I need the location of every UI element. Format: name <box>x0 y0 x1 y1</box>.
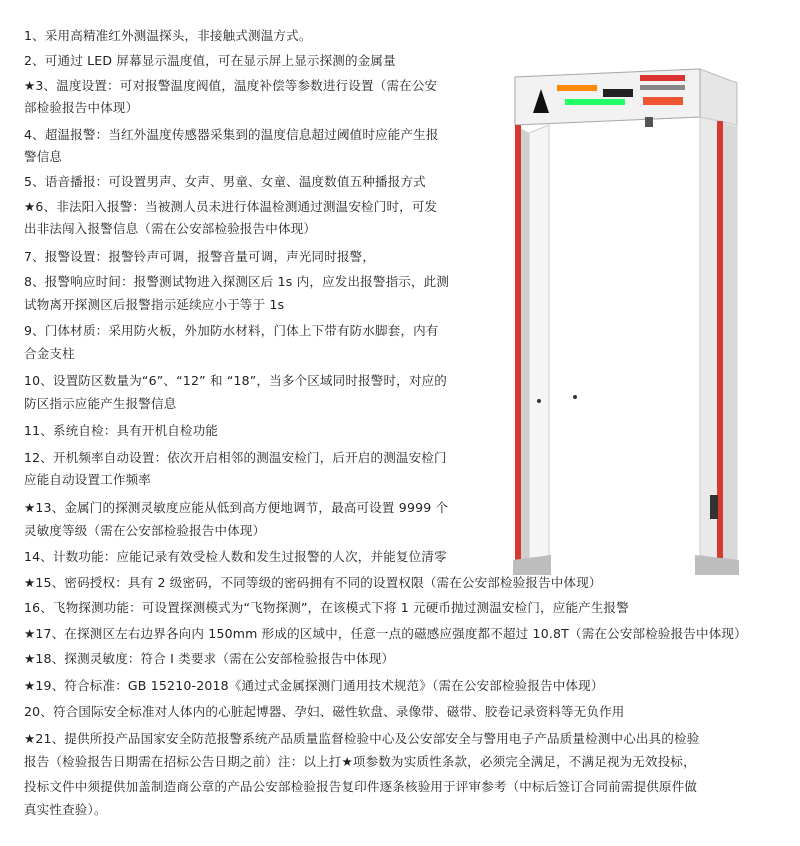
spec-line: 4、超温报警：当红外温度传感器采集到的温度信息超过阈值时应能产生报 <box>24 127 439 142</box>
spec-line: 部检验报告中体现） <box>24 100 139 115</box>
spec-line: ★3、温度设置：可对报警温度阀值，温度补偿等参数进行设置（需在公安 <box>24 78 438 93</box>
metal-detector-door-image <box>505 55 755 575</box>
spec-line: ★15、密码授权：具有 2 级密码，不同等级的密码拥有不同的设置权限（需在公安部检验报告中体现） <box>24 575 602 590</box>
spec-line: 报告（检验报告日期需在招标公告日期之前）注：以上打★项参数为实质性条款，必须完全满足，不满足视为无效投标， <box>24 754 696 769</box>
spec-line: 警信息 <box>24 149 63 164</box>
spec-line: ★13、金属门的探测灵敏度应能从低到高方便地调节，最高可设置 9999 个 <box>24 500 449 515</box>
spec-line: ★19、符合标准：GB 15210-2018《通过式金属探测门通用技术规范》（需在公安部检验报告中体现） <box>24 678 604 693</box>
spec-line: ★6、非法阳入报警：当被测人员未进行体温检测通过测温安检门时，可发 <box>24 199 438 214</box>
spec-line: 16、飞物探测功能：可设置探测模式为“飞物探测”，在该模式下将 1 元硬币抛过测温安检门，应能产生报警 <box>24 600 629 615</box>
spec-line: 11、系统自检：具有开机自检功能 <box>24 423 219 438</box>
spec-line: 防区指示应能产生报警信息 <box>24 396 177 411</box>
spec-line: ★21、提供所投产品国家安全防范报警系统产品质量监督检验中心及公安部安全与警用电子产品质量检测中心出具的检验 <box>24 731 700 746</box>
spec-line: 1、采用高精准红外测温探头，非接触式测温方式。 <box>24 28 312 43</box>
spec-line: ★17、在探测区左右边界各向内 150mm 形成的区域中，任意一点的磁感应强度都不超过 10.8T（需在公安部检验报告中体现） <box>24 626 747 641</box>
spec-line: 投标文件中须提供加盖制造商公章的产品公安部检验报告复印件逐条核验用于评审参考（中标后签订合同前需提供原件做 <box>24 779 698 794</box>
spec-line: 8、报警响应时间：报警测试物进入探测区后 1s 内，应发出报警指示，此测 <box>24 274 450 289</box>
spec-line: 合金支柱 <box>24 346 75 361</box>
spec-line: 12、开机频率自动设置：依次开启相邻的测温安检门，后开启的测温安检门 <box>24 450 447 465</box>
spec-line: 9、门体材质：采用防火板，外加防水材料，门体上下带有防水脚套，内有 <box>24 323 439 338</box>
spec-line: ★18、探测灵敏度：符合 I 类要求（需在公安部检验报告中体现） <box>24 651 395 666</box>
spec-line: 真实性查验）。 <box>24 802 107 817</box>
spec-line: 5、语音播报：可设置男声、女声、男童、女童、温度数值五种播报方式 <box>24 174 426 189</box>
spec-line: 灵敏度等级（需在公安部检验报告中体现） <box>24 523 266 538</box>
spec-line: 10、设置防区数量为“6”、“12” 和 “18”，当多个区域同时报警时，对应的 <box>24 373 447 388</box>
spec-line: 出非法闯入报警信息（需在公安部检验报告中体现） <box>24 221 317 236</box>
spec-line: 20、符合国际安全标准对人体内的心脏起博器、孕妇、磁性软盘、录像带、磁带、胶卷记录资料等无负作用 <box>24 704 625 719</box>
spec-line: 2、可通过 LED 屏幕显示温度值，可在显示屏上显示探测的金属量 <box>24 53 396 68</box>
spec-line: 试物离开探测区后报警指示延续应小于等于 1s <box>24 297 285 312</box>
spec-line: 14、计数功能：应能记录有效受检人数和发生过报警的人次，并能复位清零 <box>24 549 447 564</box>
spec-line: 7、报警设置：报警铃声可调，报警音量可调，声光同时报警， <box>24 249 376 264</box>
spec-line: 应能自动设置工作频率 <box>24 472 152 487</box>
